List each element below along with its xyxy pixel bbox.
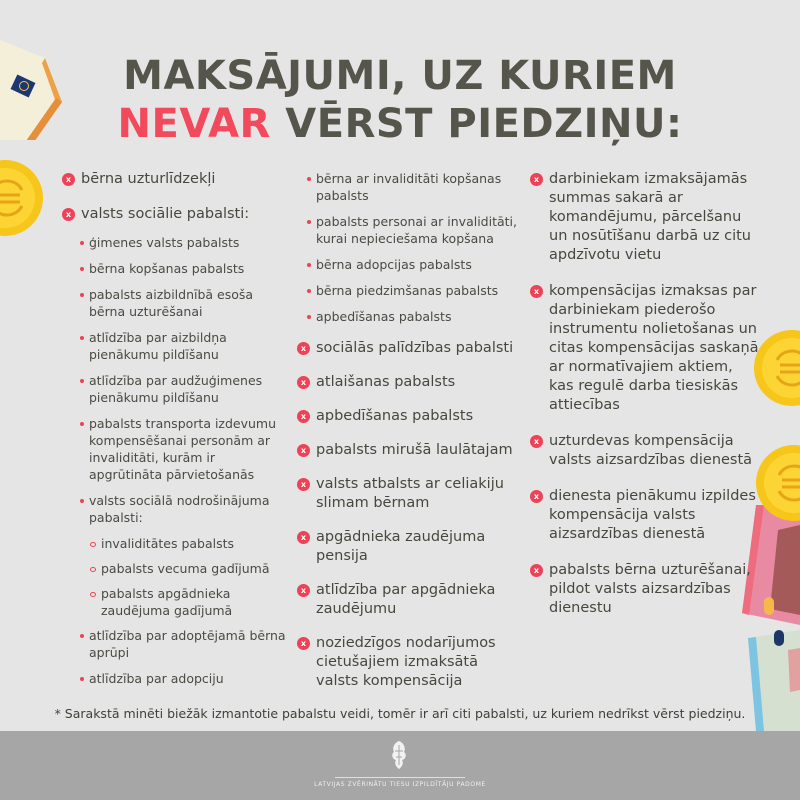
sub-list-item-label: bērna ar invaliditāti kopšanas pabalsts <box>316 171 502 203</box>
list-item <box>530 170 760 265</box>
list-item <box>530 282 760 415</box>
dot-icon <box>307 263 311 267</box>
dot-icon <box>307 315 311 319</box>
title-line-1: MAKSĀJUMI, UZ KURIEM <box>123 53 677 99</box>
list-item <box>297 475 522 513</box>
sub-list-item-label: apbedīšanas pabalsts <box>316 309 452 324</box>
x-circle-icon: x <box>530 285 543 298</box>
x-circle-icon: x <box>530 564 543 577</box>
sub-list-item <box>307 308 522 325</box>
sub-list-item <box>307 282 522 299</box>
sub-list-item-label: pabalsts aizbildnībā esoša bērna uzturēšanai <box>89 287 254 319</box>
x-circle-icon: x <box>62 208 75 221</box>
sub-sub-list-item-label: pabalsts vecuma gadījumā <box>101 561 270 576</box>
sub-list-item <box>80 329 287 363</box>
sub-list-item-label: atlīdzība par adoptējamā bērna aprūpi <box>89 628 286 660</box>
x-circle-icon: x <box>62 173 75 186</box>
sub-sub-list-item <box>90 560 287 577</box>
sub-list-item-label: bērna adopcijas pabalsts <box>316 257 472 272</box>
ring-icon <box>90 592 96 597</box>
column-2 <box>297 170 522 706</box>
list-item-label: apbedīšanas pabalsts <box>316 408 474 424</box>
list-item-label: bērna uzturlīdzekļi <box>81 171 216 187</box>
dot-icon <box>307 177 311 181</box>
dot-icon <box>80 336 84 340</box>
list-item-label: valsts sociālie pabalsti: <box>81 206 250 222</box>
crest-logo-icon <box>388 739 410 771</box>
sub-list-item <box>80 286 287 320</box>
list-item <box>530 487 760 544</box>
list-item-label: pabalsts mirušā laulātajam <box>316 442 513 458</box>
dot-icon <box>80 379 84 383</box>
x-circle-icon: x <box>297 444 310 457</box>
list-item-label: uzturdevas kompensācija valsts aizsardzības dienestā <box>549 433 753 468</box>
list-item <box>530 432 760 470</box>
dot-icon <box>80 499 84 503</box>
ring-icon <box>90 542 96 547</box>
title-line-2-rest: VĒRST PIEDZIŅU: <box>270 101 683 147</box>
list-item-label: darbiniekam izmaksājamās summas sakarā ar komandējumu, pārcelšanu un nosūtīšanu darbā uz citu apdzīvotu vietu <box>549 171 751 263</box>
list-item-label: valsts atbalsts ar celiakiju slimam bērnam <box>316 476 504 511</box>
list-item <box>297 528 522 566</box>
sub-list-item-label: atlīdzība par adopciju <box>89 671 224 686</box>
dot-icon <box>80 677 84 681</box>
sub-list-item <box>307 170 522 204</box>
title-accent-word: NEVAR <box>117 101 271 147</box>
coin-icon-left <box>0 158 45 238</box>
sub-list-item <box>80 492 287 526</box>
footer <box>0 731 800 800</box>
sub-list-item-label: bērna piedzimšanas pabalsts <box>316 283 499 298</box>
list-item <box>297 634 522 691</box>
sub-list-item-label: bērna kopšanas pabalsts <box>89 261 245 276</box>
dot-icon <box>80 422 84 426</box>
list-item-label: atlīdzība par apgādnieka zaudējumu <box>316 582 496 617</box>
sub-list-item-label: pabalsts personai ar invaliditāti, kurai nepieciešama kopšana <box>316 214 518 246</box>
x-circle-icon: x <box>297 478 310 491</box>
coin-icon-right-lower <box>754 445 800 521</box>
title-line-2 <box>0 100 800 148</box>
x-circle-icon: x <box>530 490 543 503</box>
sub-sub-list-item <box>90 585 287 619</box>
x-circle-icon: x <box>297 531 310 544</box>
sub-list-item <box>80 627 287 661</box>
sub-list-item <box>80 415 287 483</box>
list-item <box>297 373 522 392</box>
x-circle-icon: x <box>297 342 310 355</box>
dot-icon <box>307 289 311 293</box>
list-item <box>297 581 522 619</box>
footnote: * Sarakstā minēti biežāk izmantotie pabalstu veidi, tomēr ir arī citi pabalsti, uz kuriem nedrīkst vērst piedziņu. <box>54 706 746 721</box>
footer-divider <box>335 777 465 778</box>
dot-icon <box>80 634 84 638</box>
dot-icon <box>80 241 84 245</box>
column-1 <box>62 170 287 696</box>
sub-sub-list-item-label: invaliditātes pabalsts <box>101 536 235 551</box>
list-item-label: pabalsts bērna uzturēšanai, pildot valsts aizsardzības dienestu <box>549 562 751 616</box>
sub-list-item-label: ģimenes valsts pabalsts <box>89 235 240 250</box>
sub-sub-list-item-label: pabalsts apgādnieka zaudējuma gadījumā <box>101 586 233 618</box>
sub-list-item <box>80 260 287 277</box>
list-item-label: kompensācijas izmaksas par darbiniekam piederošo instrumentu nolietošanas un citas kompensācijas saskaņā ar normatīvajiem aktiem, kas regulē darba tiesiskās attiecības <box>549 283 759 413</box>
sub-list-item <box>80 372 287 406</box>
sub-list-item <box>307 213 522 247</box>
x-circle-icon: x <box>297 410 310 423</box>
sub-list-item-label: atlīdzība par audžuģimenes pienākumu pildīšanu <box>89 373 263 405</box>
list-item-label: atlaišanas pabalsts <box>316 374 456 390</box>
sub-list-item <box>307 256 522 273</box>
column-3 <box>530 170 760 635</box>
x-circle-icon: x <box>297 584 310 597</box>
list-item <box>62 170 287 189</box>
list-item-label: sociālās palīdzības pabalsti <box>316 340 514 356</box>
list-item-label: apgādnieka zaudējuma pensija <box>316 529 486 564</box>
sub-list-item-label: pabalsts transporta izdevumu kompensēšanai personām ar invaliditāti, kurām ir apgrūtināta pārvietošanās <box>89 416 277 482</box>
dot-icon <box>80 267 84 271</box>
x-circle-icon: x <box>297 376 310 389</box>
organization-name: LATVIJAS ZVĒRINĀTU TIESU IZPILDĪTĀJU PADOME <box>314 781 486 788</box>
sub-list-item-label: atlīdzība par aizbildņa pienākumu pildīšanu <box>89 330 227 362</box>
ring-icon <box>90 567 96 572</box>
list-item <box>297 441 522 460</box>
x-circle-icon: x <box>530 435 543 448</box>
page-title <box>0 52 800 148</box>
list-item <box>297 407 522 426</box>
dot-icon <box>307 220 311 224</box>
x-circle-icon: x <box>530 173 543 186</box>
x-circle-icon: x <box>297 637 310 650</box>
list-item <box>530 561 760 618</box>
list-item-label: noziedzīgos nodarījumos cietušajiem izmaksātā valsts kompensācija <box>316 635 496 689</box>
sub-list-item <box>80 670 287 687</box>
list-item <box>62 205 287 224</box>
list-item <box>297 339 522 358</box>
dot-icon <box>80 293 84 297</box>
sub-list-item <box>80 234 287 251</box>
list-item-label: dienesta pienākumu izpildes kompensācija valsts aizsardzības dienestā <box>549 488 756 542</box>
sub-sub-list-item <box>90 535 287 552</box>
sub-list-item-label: valsts sociālā nodrošinājuma pabalsti: <box>89 493 270 525</box>
